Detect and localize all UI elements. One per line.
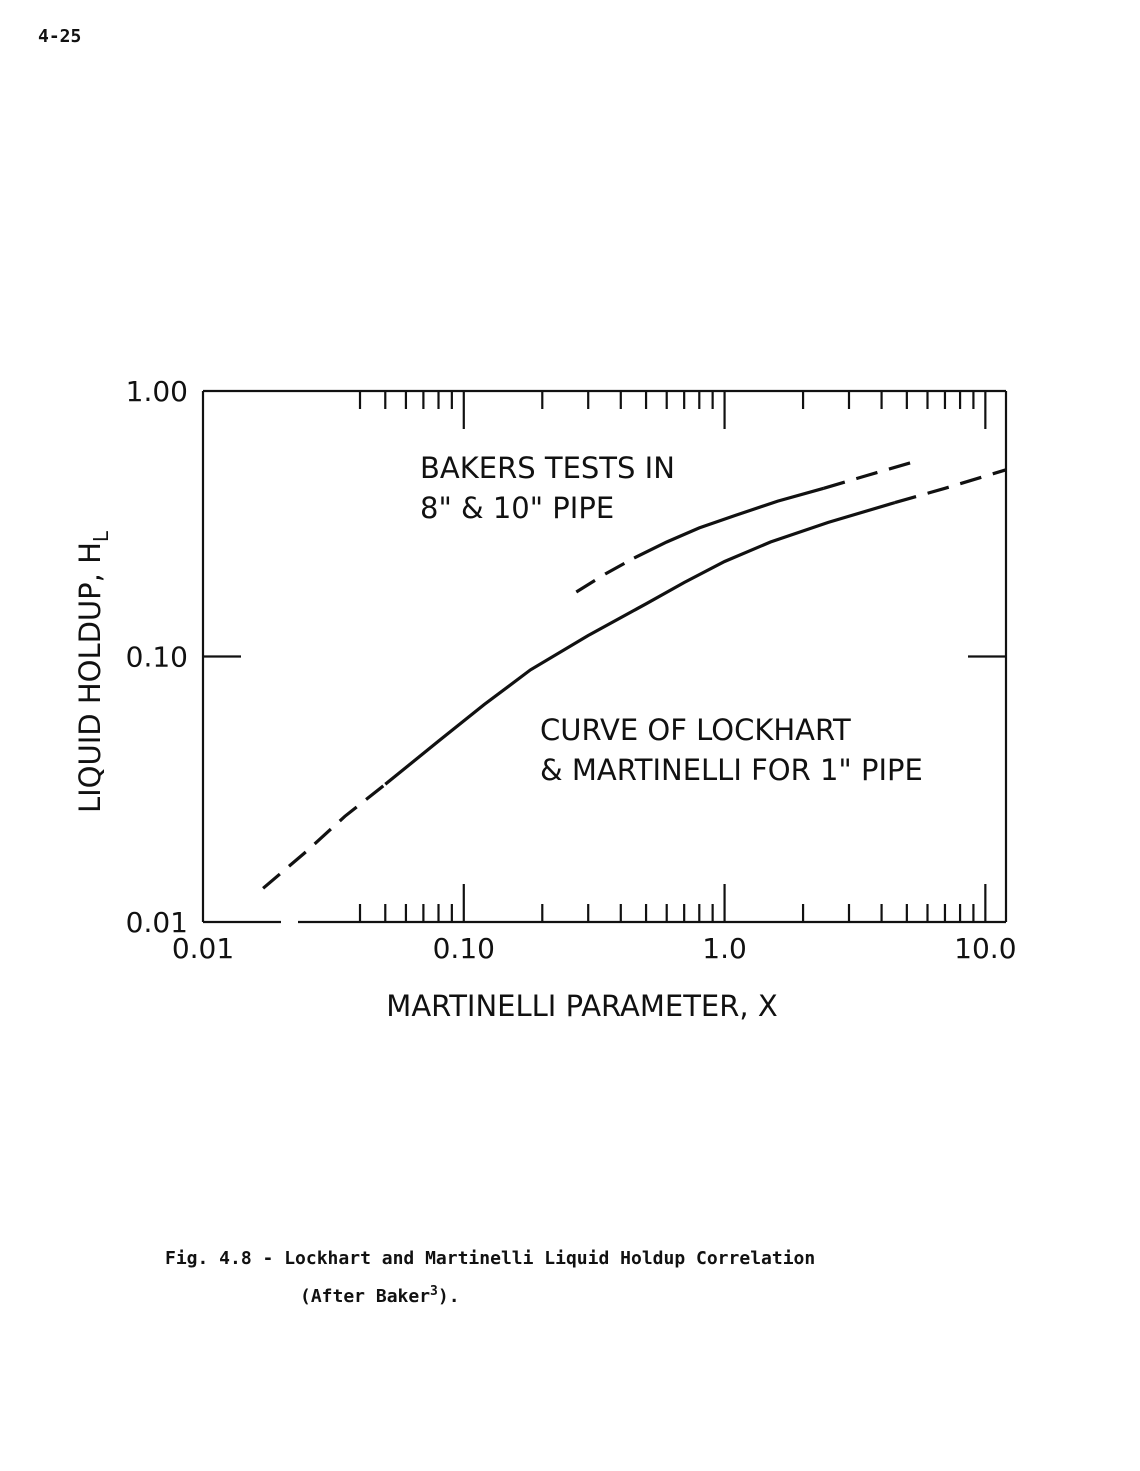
- y-tick-label: 0.01: [125, 906, 188, 939]
- series-1-dashed-line: [263, 784, 385, 888]
- figure-caption: Fig. 4.8 - Lockhart and Martinelli Liquid Holdup Correlation: [165, 1248, 816, 1269]
- series-1-annotation: & MARTINELLI FOR 1" PIPE: [540, 753, 923, 787]
- y-axis-label-main: LIQUID HOLDUP, H: [73, 542, 107, 814]
- x-tick-label: 0.01: [171, 932, 235, 965]
- x-tick-label: 1.0: [702, 932, 747, 965]
- caption-source-end: ).: [437, 1286, 460, 1307]
- curves-group: [263, 462, 1006, 888]
- caption-reference-number: 3: [430, 1284, 438, 1299]
- series-2-solid-line: [634, 488, 824, 558]
- page-number: 4-25: [38, 26, 82, 47]
- x-tick-label: 0.10: [432, 932, 495, 965]
- series-2-dashed-line: [824, 462, 914, 488]
- x-axis-label: MARTINELLI PARAMETER, X: [386, 989, 778, 1023]
- caption-source-text: (After Baker: [300, 1286, 431, 1307]
- y-tick-label: 0.10: [125, 640, 188, 674]
- figure-caption-source: [300, 1284, 460, 1307]
- series-2-annotation: 8" & 10" PIPE: [420, 491, 615, 525]
- x-tick-label: 10.0: [954, 932, 1017, 965]
- y-axis-label-subscript: L: [89, 530, 113, 543]
- series-2-annotation: BAKERS TESTS IN: [420, 451, 675, 485]
- series-2-dashed-line: [576, 558, 634, 592]
- y-axis-label: [73, 530, 113, 813]
- series-1-dashed-line: [895, 470, 1006, 503]
- y-tick-label: 1.00: [125, 375, 188, 408]
- series-1-annotation: CURVE OF LOCKHART: [540, 713, 851, 747]
